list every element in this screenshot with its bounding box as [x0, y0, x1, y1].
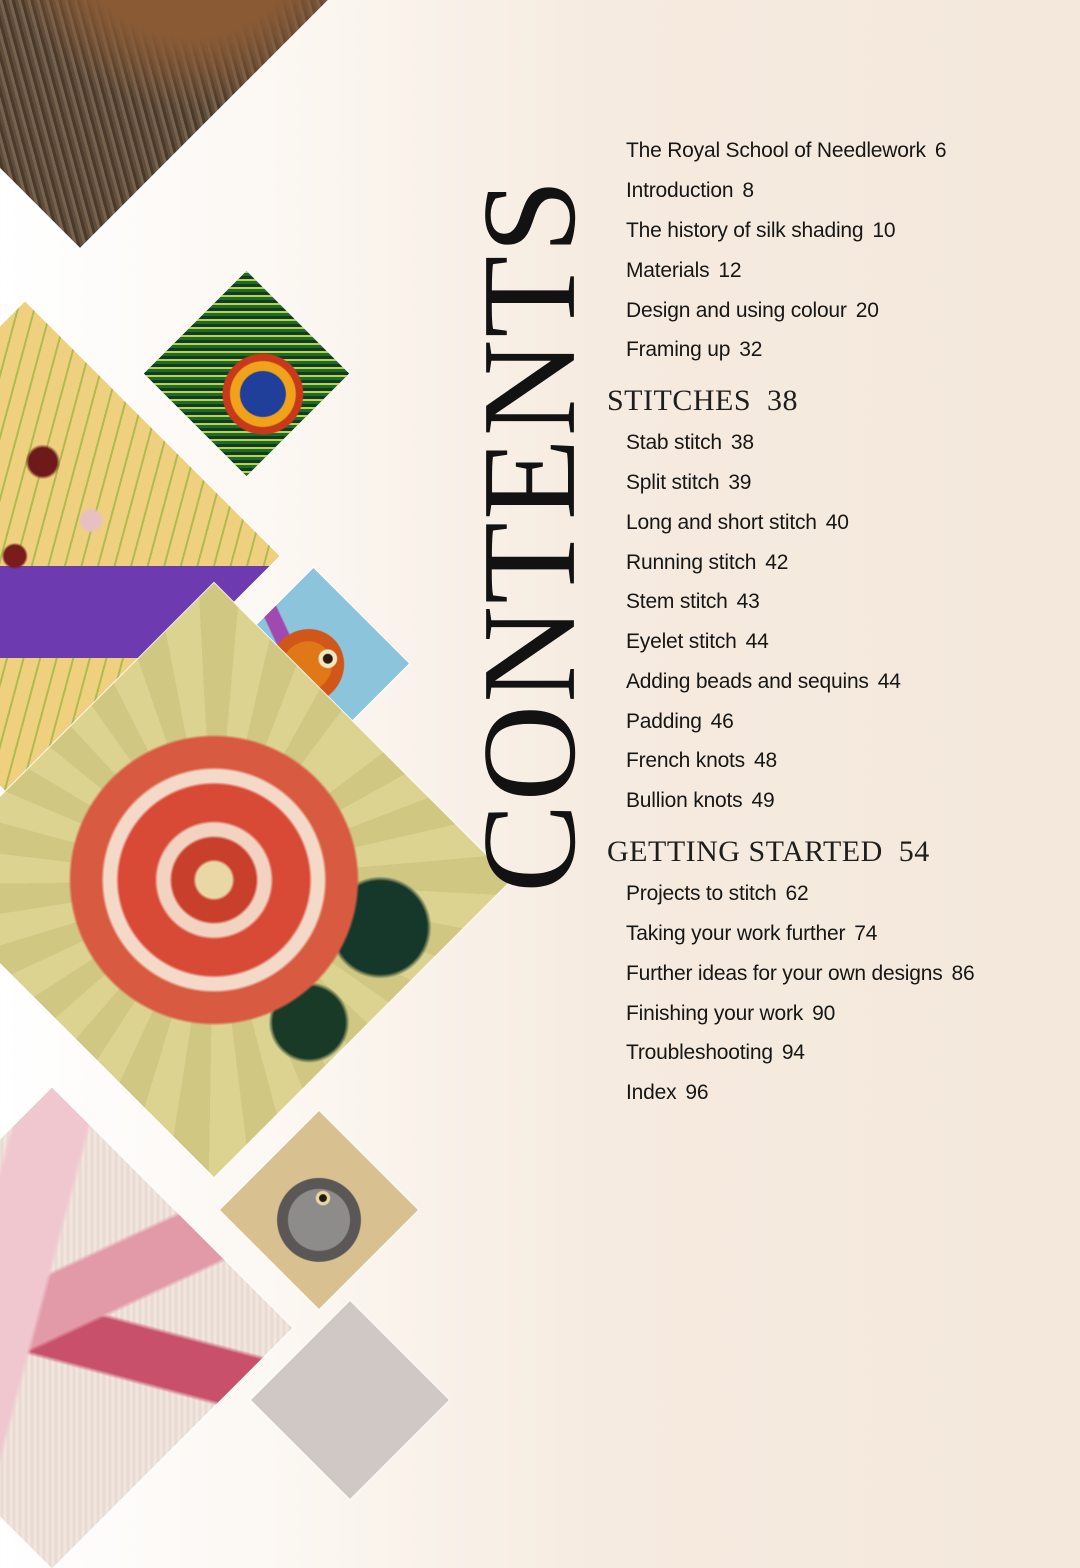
toc-entry-label: Running stitch [626, 551, 757, 574]
toc-entry[interactable] [626, 921, 877, 947]
toc-entry[interactable] [626, 337, 762, 363]
toc-entry[interactable] [626, 589, 760, 615]
toc-entry-page: 12 [718, 259, 742, 282]
toc-entry-label: Padding [626, 710, 702, 733]
toc-entry-label: Adding beads and sequins [626, 670, 869, 693]
toc-entry-page: 38 [730, 431, 754, 454]
toc-entry-label: Split stitch [626, 471, 720, 494]
toc-entry-label: Taking your work further [626, 922, 846, 945]
toc-entry-label: Finishing your work [626, 1002, 804, 1025]
toc-entry-page: 40 [825, 511, 849, 534]
toc-entry-label: The history of silk shading [626, 219, 864, 242]
toc-entry-page: 46 [710, 710, 734, 733]
toc-entry-page: 20 [855, 299, 879, 322]
toc-entry[interactable] [626, 709, 734, 735]
toc-entry[interactable] [626, 178, 754, 204]
toc-entry-label: Troubleshooting [626, 1041, 773, 1064]
toc-entry[interactable] [626, 138, 946, 164]
toc-entry-label: Framing up [626, 338, 731, 361]
toc-entry-label: The Royal School of Needlework [626, 139, 926, 162]
toc-entry-label: Eyelet stitch [626, 630, 737, 653]
toc-entry[interactable] [626, 550, 788, 576]
contents-title-text: CONTENTS [455, 177, 603, 893]
toc-entry-page: 44 [745, 630, 769, 653]
toc-entry[interactable] [626, 748, 777, 774]
toc-entry-page: 96 [685, 1081, 709, 1104]
toc-entry[interactable] [626, 430, 754, 456]
toc-entry-label: Introduction [626, 179, 734, 202]
toc-entry-label: Bullion knots [626, 789, 743, 812]
toc-entry-label: Further ideas for your own designs [626, 962, 943, 985]
toc-entry[interactable] [626, 258, 741, 284]
toc-entry-label: Long and short stitch [626, 511, 817, 534]
toc-entry-page: 42 [765, 551, 789, 574]
toc-entry-label: Stem stitch [626, 590, 728, 613]
toc-entry[interactable] [626, 669, 901, 695]
toc-entry[interactable] [626, 218, 895, 244]
toc-entry-page: 86 [951, 962, 975, 985]
toc-entry-page: 62 [785, 882, 809, 905]
toc-entry[interactable] [626, 961, 975, 987]
toc-entry-label: French knots [626, 749, 745, 772]
section-heading-getting-started[interactable] [607, 835, 930, 869]
toc-entry-page: 94 [781, 1041, 805, 1064]
toc-entry[interactable] [626, 629, 769, 655]
toc-entry[interactable] [626, 510, 849, 536]
section-heading-page: 54 [898, 835, 930, 868]
toc-entry-label: Materials [626, 259, 710, 282]
toc-entry-label: Stab stitch [626, 431, 722, 454]
toc-entry[interactable] [626, 1080, 708, 1106]
toc-entry-page: 43 [736, 590, 760, 613]
toc-entry[interactable] [626, 1040, 805, 1066]
toc-entry-label: Projects to stitch [626, 882, 777, 905]
toc-entry-label: Index [626, 1081, 677, 1104]
toc-entry[interactable] [626, 881, 808, 907]
toc-entry-page: 48 [754, 749, 777, 772]
toc-entry-page: 6 [934, 139, 947, 162]
toc-entry[interactable] [626, 470, 751, 496]
toc-entry[interactable] [626, 298, 879, 324]
toc-entry-page: 90 [812, 1002, 836, 1025]
section-heading-stitches[interactable] [607, 384, 798, 418]
toc-entry[interactable] [626, 788, 774, 814]
toc-entry-label: Design and using colour [626, 299, 847, 322]
toc-entry-page: 44 [877, 670, 901, 693]
toc-entry[interactable] [626, 1001, 835, 1027]
section-heading-page: 38 [767, 384, 799, 417]
section-heading-label: GETTING STARTED [607, 835, 883, 868]
section-heading-label: STITCHES [607, 384, 752, 417]
toc-entry-page: 8 [742, 179, 754, 202]
toc-entry-page: 32 [739, 338, 763, 361]
toc-entry-page: 10 [872, 219, 896, 242]
toc-entry-page: 49 [751, 789, 775, 812]
toc-entry-page: 39 [728, 471, 752, 494]
toc-entry-page: 74 [854, 922, 878, 945]
